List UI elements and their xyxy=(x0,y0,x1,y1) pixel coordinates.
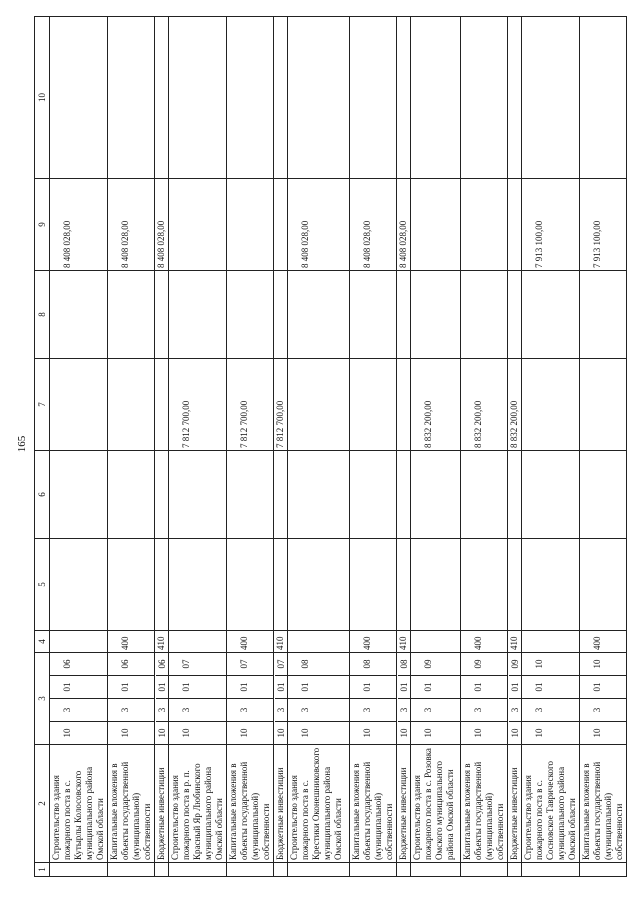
col-header: 6 xyxy=(35,451,50,539)
row-codes xyxy=(155,653,169,745)
cell-col6 xyxy=(288,451,350,539)
row-codes xyxy=(461,653,508,745)
row-c9 xyxy=(461,179,508,271)
code-part: 3 xyxy=(461,698,507,721)
row-codes xyxy=(522,653,580,745)
code-part: 10 xyxy=(509,721,521,744)
code-part: 3 xyxy=(350,698,396,721)
row-c9: 8 408 028,00 xyxy=(350,179,397,271)
table-row xyxy=(169,17,227,877)
cell-col10 xyxy=(50,17,108,179)
cell-col10 xyxy=(508,17,522,179)
code-part: 3 xyxy=(169,698,226,721)
code-part: 01 xyxy=(509,675,521,698)
row-codes xyxy=(227,653,274,745)
code-part: 10 xyxy=(288,721,349,744)
row-c7 xyxy=(397,359,411,451)
code-part: 01 xyxy=(275,675,287,698)
row-c7 xyxy=(350,359,397,451)
table-row xyxy=(397,17,411,877)
row-c4: 400 xyxy=(580,631,627,653)
row-name: Строительство здания пожарного поста в с. Крестики Оконешниковского муниципального района Омской области xyxy=(288,745,350,863)
row-c7: 7 812 700,00 xyxy=(274,359,288,451)
code-part: 07 xyxy=(276,659,286,669)
row-name: Капитальные вложения в объекты государственной (муниципальной) собственности xyxy=(108,745,155,863)
cell-col10 xyxy=(155,17,169,179)
code-part: 09 xyxy=(423,659,433,669)
row-c7: 8 832 200,00 xyxy=(411,359,461,451)
table-row xyxy=(580,17,627,877)
cell-col1 xyxy=(155,863,169,877)
code-part: 10 xyxy=(350,721,396,744)
cell-col1 xyxy=(108,863,155,877)
code-part: 10 xyxy=(156,721,168,744)
row-codes xyxy=(274,653,288,745)
row-c9: 8 408 028,00 xyxy=(108,179,155,271)
code-part: 3 xyxy=(108,698,154,721)
cell-col10 xyxy=(461,17,508,179)
cell-col1 xyxy=(522,863,580,877)
code-part: 10 xyxy=(534,659,544,669)
code-part: 09 xyxy=(473,659,483,669)
cell-col8 xyxy=(288,271,350,359)
budget-table xyxy=(34,16,627,877)
row-c4: 400 xyxy=(461,631,508,653)
code-part: 01 xyxy=(461,675,507,698)
row-codes xyxy=(508,653,522,745)
row-name: Строительство здания пожарного поста в с. Розовка Омского муниципального района Омской области xyxy=(411,745,461,863)
row-codes xyxy=(397,653,411,745)
code-part: 07 xyxy=(181,659,191,669)
cell-col5 xyxy=(108,539,155,631)
code-part: 10 xyxy=(275,721,287,744)
row-c9 xyxy=(411,179,461,271)
cell-col5 xyxy=(274,539,288,631)
row-c7: 7 812 700,00 xyxy=(227,359,274,451)
code-part: 01 xyxy=(227,675,273,698)
cell-col8 xyxy=(169,271,227,359)
code-part: 3 xyxy=(411,698,460,721)
cell-col6 xyxy=(522,451,580,539)
row-c9: 7 913 100,00 xyxy=(580,179,627,271)
code-part: 01 xyxy=(169,675,226,698)
row-c4: 410 xyxy=(274,631,288,653)
row-c4: 400 xyxy=(108,631,155,653)
cell-col10 xyxy=(169,17,227,179)
row-name: Бюджетные инвестиции xyxy=(155,745,169,863)
code-part: 10 xyxy=(461,721,507,744)
row-c9 xyxy=(169,179,227,271)
cell-col6 xyxy=(580,451,627,539)
row-name: Строительство здания пожарного поста в с. Сосновское Таврического муниципального района Омской области xyxy=(522,745,580,863)
table-row xyxy=(155,17,169,877)
row-c4 xyxy=(288,631,350,653)
table-row xyxy=(522,17,580,877)
code-part: 3 xyxy=(522,698,579,721)
page-number: 165 xyxy=(16,435,28,453)
cell-col1 xyxy=(397,863,411,877)
code-part: 3 xyxy=(398,698,410,721)
code-part: 10 xyxy=(50,721,107,744)
code-part: 01 xyxy=(288,675,349,698)
row-name: Строительство здания пожарного поста в р. п. Красный Яр Любинского муниципального района Омской области xyxy=(169,745,227,863)
table-row xyxy=(50,17,108,877)
col-header: 5 xyxy=(35,539,50,631)
cell-col1 xyxy=(508,863,522,877)
cell-col1 xyxy=(411,863,461,877)
cell-col5 xyxy=(580,539,627,631)
code-part: 01 xyxy=(411,675,460,698)
code-part: 06 xyxy=(157,659,167,669)
row-c7 xyxy=(288,359,350,451)
code-part: 10 xyxy=(580,721,626,744)
row-codes xyxy=(50,653,108,745)
row-codes xyxy=(350,653,397,745)
code-part: 01 xyxy=(108,675,154,698)
row-c7: 8 832 200,00 xyxy=(508,359,522,451)
cell-col10 xyxy=(580,17,627,179)
cell-col5 xyxy=(508,539,522,631)
cell-col6 xyxy=(155,451,169,539)
cell-col1 xyxy=(274,863,288,877)
code-part: 3 xyxy=(50,698,107,721)
row-name: Капитальные вложения в объекты государственной (муниципальной) собственности xyxy=(227,745,274,863)
row-c7 xyxy=(155,359,169,451)
cell-col1 xyxy=(169,863,227,877)
cell-col5 xyxy=(522,539,580,631)
cell-col6 xyxy=(50,451,108,539)
table-row xyxy=(508,17,522,877)
row-c9 xyxy=(274,179,288,271)
cell-col8 xyxy=(522,271,580,359)
cell-col1 xyxy=(461,863,508,877)
cell-col10 xyxy=(350,17,397,179)
cell-col1 xyxy=(50,863,108,877)
cell-col10 xyxy=(411,17,461,179)
cell-col1 xyxy=(288,863,350,877)
row-name: Бюджетные инвестиции xyxy=(274,745,288,863)
code-part: 3 xyxy=(275,698,287,721)
row-c9: 8 408 028,00 xyxy=(155,179,169,271)
row-c9: 8 408 028,00 xyxy=(288,179,350,271)
cell-col6 xyxy=(227,451,274,539)
cell-col5 xyxy=(227,539,274,631)
row-c7: 8 832 200,00 xyxy=(461,359,508,451)
cell-col5 xyxy=(461,539,508,631)
table-row xyxy=(274,17,288,877)
code-part: 07 xyxy=(239,659,249,669)
code-part: 10 xyxy=(227,721,273,744)
code-part: 08 xyxy=(362,659,372,669)
row-c4 xyxy=(169,631,227,653)
code-part: 3 xyxy=(156,698,168,721)
code-part: 10 xyxy=(169,721,226,744)
row-c9: 7 913 100,00 xyxy=(522,179,580,271)
code-part: 09 xyxy=(510,659,520,669)
code-part: 01 xyxy=(398,675,410,698)
cell-col10 xyxy=(522,17,580,179)
cell-col10 xyxy=(397,17,411,179)
header-row xyxy=(35,17,50,877)
cell-col8 xyxy=(155,271,169,359)
cell-col10 xyxy=(274,17,288,179)
table-row xyxy=(227,17,274,877)
cell-col8 xyxy=(274,271,288,359)
cell-col1 xyxy=(227,863,274,877)
table-row xyxy=(411,17,461,877)
cell-col8 xyxy=(411,271,461,359)
code-part: 01 xyxy=(156,675,168,698)
row-c7 xyxy=(522,359,580,451)
table-row xyxy=(461,17,508,877)
col-header: 3 xyxy=(35,653,50,745)
cell-col1 xyxy=(580,863,627,877)
cell-col1 xyxy=(350,863,397,877)
cell-col6 xyxy=(508,451,522,539)
cell-col5 xyxy=(155,539,169,631)
code-part: 06 xyxy=(120,659,130,669)
code-part: 01 xyxy=(50,675,107,698)
code-part: 3 xyxy=(509,698,521,721)
row-name: Капитальные вложения в объекты государственной (муниципальной) собственности xyxy=(461,745,508,863)
cell-col8 xyxy=(350,271,397,359)
row-codes xyxy=(288,653,350,745)
row-c7 xyxy=(50,359,108,451)
col-header: 9 xyxy=(35,179,50,271)
cell-col6 xyxy=(397,451,411,539)
code-part: 01 xyxy=(522,675,579,698)
code-part: 08 xyxy=(300,659,310,669)
row-codes xyxy=(580,653,627,745)
row-codes xyxy=(108,653,155,745)
cell-col6 xyxy=(461,451,508,539)
row-c9 xyxy=(508,179,522,271)
row-c4: 410 xyxy=(508,631,522,653)
cell-col6 xyxy=(350,451,397,539)
cell-col5 xyxy=(350,539,397,631)
code-part: 06 xyxy=(62,659,72,669)
cell-col5 xyxy=(397,539,411,631)
code-part: 3 xyxy=(227,698,273,721)
cell-col6 xyxy=(169,451,227,539)
cell-col8 xyxy=(227,271,274,359)
cell-col8 xyxy=(461,271,508,359)
cell-col5 xyxy=(288,539,350,631)
cell-col8 xyxy=(508,271,522,359)
row-c4: 400 xyxy=(350,631,397,653)
code-part: 3 xyxy=(580,698,626,721)
code-part: 01 xyxy=(350,675,396,698)
code-part: 10 xyxy=(411,721,460,744)
row-c4 xyxy=(411,631,461,653)
row-c4: 410 xyxy=(155,631,169,653)
row-name: Бюджетные инвестиции xyxy=(397,745,411,863)
row-c4: 410 xyxy=(397,631,411,653)
row-c4 xyxy=(522,631,580,653)
col-header: 8 xyxy=(35,271,50,359)
code-part: 08 xyxy=(399,659,409,669)
row-c4 xyxy=(50,631,108,653)
cell-col6 xyxy=(411,451,461,539)
row-c9: 8 408 028,00 xyxy=(397,179,411,271)
cell-col10 xyxy=(227,17,274,179)
code-part: 10 xyxy=(398,721,410,744)
col-header: 4 xyxy=(35,631,50,653)
code-part: 10 xyxy=(592,659,602,669)
row-c9: 8 408 028,00 xyxy=(50,179,108,271)
cell-col6 xyxy=(274,451,288,539)
row-c7 xyxy=(580,359,627,451)
code-part: 10 xyxy=(522,721,579,744)
cell-col5 xyxy=(50,539,108,631)
code-part: 01 xyxy=(580,675,626,698)
rotated-table-wrapper xyxy=(34,17,624,877)
row-c4: 400 xyxy=(227,631,274,653)
row-name: Капитальные вложения в объекты государственной (муниципальной) собственности xyxy=(580,745,627,863)
table-row xyxy=(108,17,155,877)
col-header: 10 xyxy=(35,17,50,179)
row-codes xyxy=(169,653,227,745)
row-codes xyxy=(411,653,461,745)
cell-col5 xyxy=(411,539,461,631)
table-row xyxy=(288,17,350,877)
col-header: 1 xyxy=(35,863,50,877)
cell-col10 xyxy=(288,17,350,179)
code-part: 10 xyxy=(108,721,154,744)
row-name: Капитальные вложения в объекты государственной (муниципальной) собственности xyxy=(350,745,397,863)
row-c7 xyxy=(108,359,155,451)
row-c9 xyxy=(227,179,274,271)
table-row xyxy=(350,17,397,877)
cell-col5 xyxy=(169,539,227,631)
cell-col8 xyxy=(108,271,155,359)
col-header: 7 xyxy=(35,359,50,451)
row-name: Бюджетные инвестиции xyxy=(508,745,522,863)
row-c7: 7 812 700,00 xyxy=(169,359,227,451)
cell-col10 xyxy=(108,17,155,179)
cell-col8 xyxy=(50,271,108,359)
cell-col8 xyxy=(397,271,411,359)
code-part: 3 xyxy=(288,698,349,721)
cell-col8 xyxy=(580,271,627,359)
col-header: 2 xyxy=(35,745,50,863)
cell-col6 xyxy=(108,451,155,539)
row-name: Строительство здания пожарного поста в с. Кутырлы Колосовского муниципального района Омской области xyxy=(50,745,108,863)
